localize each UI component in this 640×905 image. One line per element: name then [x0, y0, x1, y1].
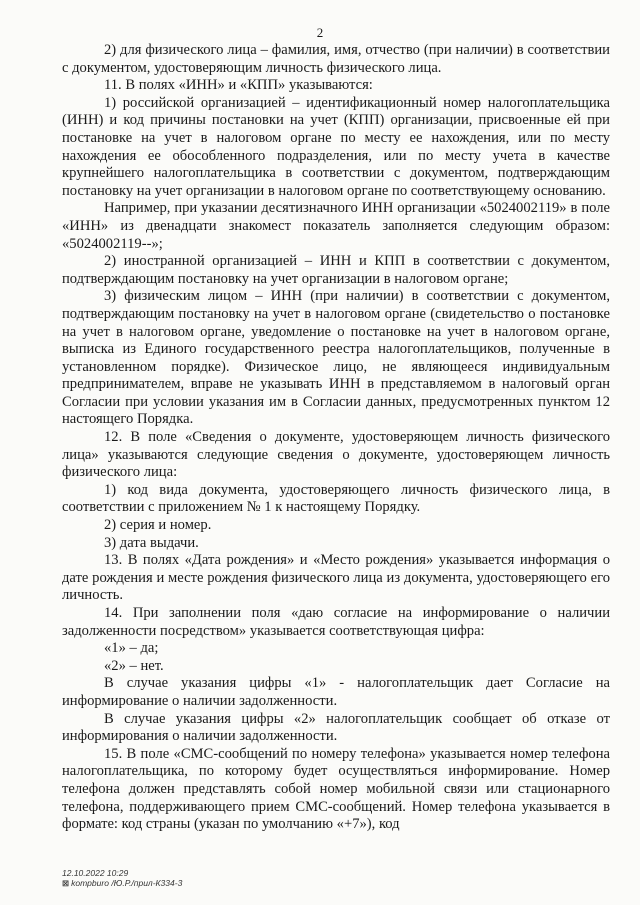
- paragraph: 14. При заполнении поля «даю согласие на информирование о наличии задолженности посредством» указывается соответствующая цифра:: [62, 605, 610, 639]
- paragraph: 1) российской организацией – идентификационный номер налогоплательщика (ИНН) и код причины постановки на учет (КПП) организации, присвоенные ей при постановке на учет в налоговом органе по месту ее нахождения, или по месту нахождения ее обособленного подразделения, или по месту учета в качестве крупнейшего налогоплательщика в соответствии с документом, подтверждающим постановку на учет организации в налоговом органе по соответствующему основанию.: [62, 94, 610, 199]
- paragraph: 11. В полях «ИНН» и «КПП» указываются:: [104, 77, 373, 94]
- paragraph: В случае указания цифры «2» налогоплательщик сообщает об отказе от информирования о наличии задолженности.: [62, 710, 610, 745]
- document-body: [62, 42, 610, 834]
- paragraph: 3) физическим лицом – ИНН (при наличии) в соответствии с документом, подтверждающим постановку на учет в налоговом органе (свидетельство о постановке на учет в налоговом органе, уведомление о постановке на учет в налоговом органе, выписка из Единого государственного реестра налогоплательщиков, полученные в установленном порядке). Физическое лицо, не являющееся индивидуальным предпринимателем, вправе не указывать ИНН в представляемом в налоговый орган Согласии при условии указания им в Согласии данных, предусмотренных пунктом 12 настоящего Порядка.: [62, 288, 610, 428]
- footer-logo: kompburo: [71, 878, 109, 888]
- paragraph: «1» – да;: [104, 640, 159, 657]
- page-footer: [62, 868, 182, 888]
- footer-code-line: [62, 878, 182, 888]
- paragraph: Например, при указании десятизначного ИНН организации «5024002119» в поле «ИНН» из двенадцати знакомест показатель заполняется следующим образом: «5024002119--»;: [62, 200, 610, 252]
- paragraph: 2) иностранной организацией – ИНН и КПП в соответствии с документом, подтверждающим постановку на учет организации в налоговом органе;: [62, 253, 610, 287]
- logo-icon: ⊠: [62, 878, 70, 888]
- paragraph: В случае указания цифры «1» - налогоплательщик дает Согласие на информирование о наличии задолженности.: [62, 675, 610, 709]
- page-number: 2: [316, 25, 324, 40]
- paragraph: 13. В полях «Дата рождения» и «Место рождения» указывается информация о дате рождения и месте рождения физического лица из документа, удостоверяющего его личность.: [62, 552, 610, 604]
- paragraph: 15. В поле «СМС-сообщений по номеру телефона» указывается номер телефона налогоплательщика, по которому будет осуществляться информирование. Номер телефона должен представлять собой номер мобильной связи или стационарного телефона, поддерживающего прием СМС-сообщений. Номер телефона указывается в формате: код страны (указан по умолчанию «+7»), код: [62, 745, 610, 833]
- paragraph: 1) код вида документа, удостоверяющего личность физического лица, в соответствии с приложением № 1 к настоящему Порядку.: [62, 481, 610, 516]
- paragraph: 2) для физического лица – фамилия, имя, отчество (при наличии) в соответствии с документом, удостоверяющим личность физического лица.: [62, 42, 610, 76]
- paragraph: 2) серия и номер.: [104, 517, 212, 534]
- footer-date: 12.10.2022 10:29: [62, 868, 129, 878]
- footer-code: /Ю.Р./прил-К334-3: [111, 878, 183, 888]
- paragraph: 12. В поле «Сведения о документе, удостоверяющем личность физического лица» указываются следующие сведения о документе, удостоверяющем личность физического лица:: [62, 429, 610, 481]
- paragraph: 3) дата выдачи.: [104, 534, 199, 551]
- paragraph: «2» – нет.: [104, 657, 164, 674]
